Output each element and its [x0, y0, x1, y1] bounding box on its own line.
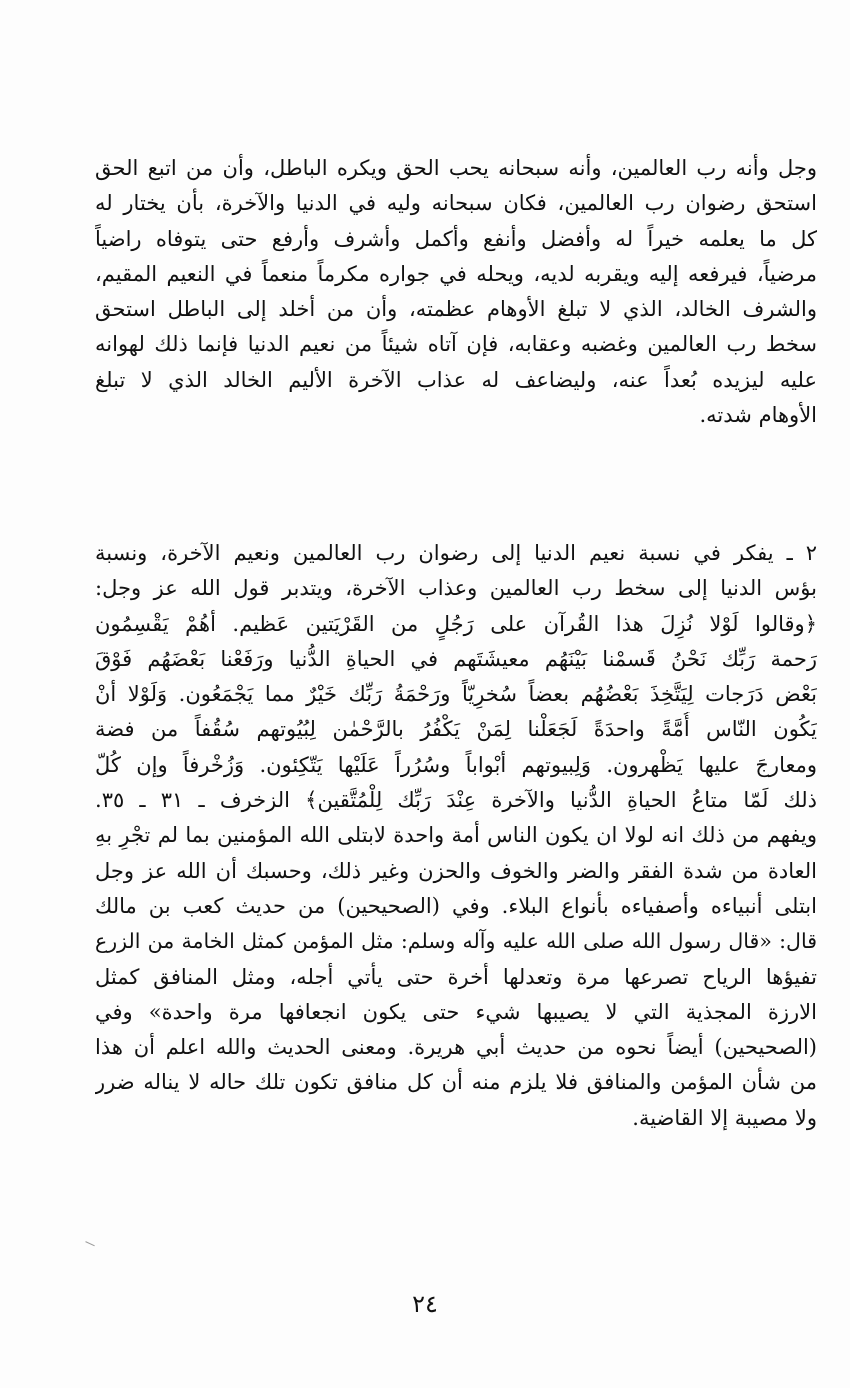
- text-line: عليه ليزيده بُعداً عنه، وليضاعف له عذاب الآخرة الأليم الخالد الذي لا تبلغ: [95, 367, 817, 392]
- text-line: العادة من شدة الفقر والضر والخوف والحزن وغير ذلك، وحسبك أن الله عز وجل: [95, 858, 817, 883]
- text-line: بؤس الدنيا إلى سخط رب العالمين وعذاب الآخرة، ويتدبر قول الله عز وجل:: [95, 576, 817, 601]
- text-line: سخط رب العالمين وغضبه وعقابه، فإن آتاه شيئاً من نعيم الدنيا فإنما ذلك لهوانه: [95, 332, 817, 357]
- quran-verse-line: بَعْض دَرَجات لِيَتَّخِذَ بَعْضُهُم بعضاً سُخرِيّاً ورَحْمَةُ رَبِّك خَيْرٌ مما يَجْمَعُون. وَلَوْلا أنْ: [95, 682, 817, 707]
- text-line: (الصحيحين) أيضاً نحوه من حديث أبي هريرة. ومعنى الحديث والله اعلم أن هذا: [95, 1035, 817, 1060]
- text-line: من شأن المؤمن والمنافق فلا يلزم منه أن كل منافق تكون تلك حاله لا يناله ضرر: [95, 1070, 817, 1095]
- text-line: ولا مصيبة إلا القاضية.: [632, 1105, 817, 1130]
- text-line: ويفهم من ذلك انه لولا ان يكون الناس أمة واحدة لابتلى الله المؤمنين بما لم تجْرِ بهِ: [95, 823, 817, 848]
- paragraph-2: [95, 536, 817, 1136]
- text-line: ابتلى أنبياءه وأصفياءه بأنواع البلاء. وفي (الصحيحين) من حديث كعب بن مالك: [95, 893, 817, 918]
- quran-verse-line: رَحمة رَبِّك نَحْنُ قَسمْنا بَيْنَهُم معيشَتَهم في الحياةِ الدُّنيا ورَفَعْنا بَعْضَهُم فَوْقَ: [95, 646, 817, 671]
- quran-verse-line: يَكُون النّاس أُمَّةً واحدَةً لَجَعَلْنا لِمَنْ يَكْفُرُ بالرَّحْمٰن لِبُيُوتهم سُقُفاً من فضة: [95, 717, 817, 742]
- hadith-line: تفيؤها الرياح تصرعها مرة وتعدلها أخرة حتى يأتي أجله، ومثل المنافق كمثل: [95, 964, 817, 989]
- text-line: ٢ ـ يفكر في نسبة نعيم الدنيا إلى رضوان رب العالمين ونعيم الآخرة، ونسبة: [95, 541, 817, 565]
- paragraph-1: [95, 151, 817, 433]
- text-line: استحق رضوان رب العالمين، فكان سبحانه وليه في الدنيا والآخرة، بأن يختار له: [95, 191, 817, 216]
- hadith-line: قال: «قال رسول الله صلى الله عليه وآله وسلم: مثل المؤمن كمثل الخامة من الزرع: [95, 929, 817, 954]
- page-number: ٢٤: [412, 1290, 438, 1318]
- text-line: والشرف الخالد، الذي لا تبلغ الأوهام عظمته، وأن من أخلد إلى الباطل استحق: [95, 297, 817, 322]
- scan-speck: [83, 1241, 95, 1251]
- text-line: مرضياً، فيرفعه إليه ويقربه لديه، ويحله في جواره مكرماً منعماً في النعيم المقيم،: [95, 261, 817, 286]
- quran-verse-line: ذلك لَمّا متاعُ الحياةِ الدُّنيا والآخرة عِنْدَ رَبِّك لِلْمُتَّقين﴾ الزخرف ـ ٣١ ـ ٣٥.: [95, 788, 817, 813]
- text-line: كل ما يعلمه خيراً له وأفضل وأنفع وأكمل وأشرف وأرفع حتى يتوفاه راضياً: [95, 226, 817, 251]
- quran-verse-line: ﴿وقالوا لَوْلا نُزِلَ هذا القُرآن على رَجُلٍ من القَرْيَتين عَظيم. أهُمْ يَقْسِمُون: [95, 611, 817, 636]
- text-line: وجل وأنه رب العالمين، وأنه سبحانه يحب الحق ويكره الباطل، وأن من اتبع الحق: [95, 156, 817, 180]
- quran-verse-line: ومعارجَ عليها يَظْهرون. وَلِبيوتهم أبْواباً وسُرُراً عَلَيْها يَتّكِئون. وَزُخْرفاً وإن كُلّ: [95, 752, 817, 777]
- hadith-line: الارزة المجذية التي لا يصيبها شيء حتى يكون انجعافها مرة واحدة» وفي: [95, 999, 817, 1024]
- text-line: الأوهام شدته.: [699, 403, 817, 428]
